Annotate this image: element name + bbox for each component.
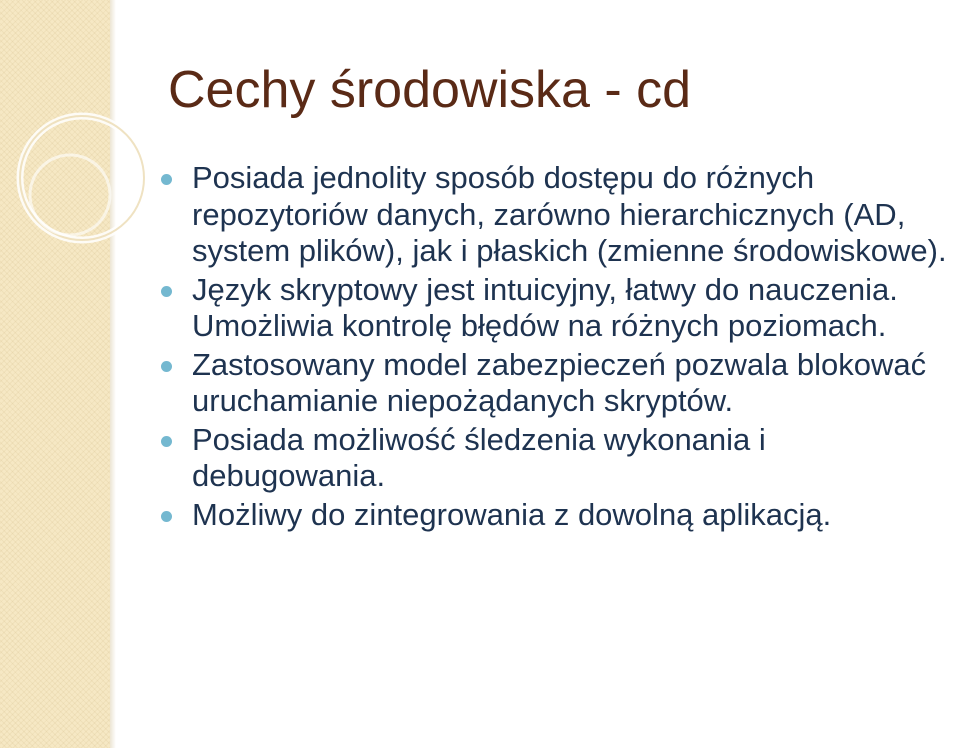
bullet-dot-icon (161, 361, 172, 372)
bullet-item-1 (192, 160, 952, 270)
bullet-text: Możliwy do zintegrowania z dowolną aplikacją. (192, 496, 832, 532)
bullet-item-4 (192, 422, 952, 495)
bullet-text: Zastosowany model zabezpieczeń pozwala blokować uruchamianie niepożądanych skryptów. (192, 346, 927, 418)
bullet-text: Język skryptowy jest intuicyjny, łatwy do nauczenia. Umożliwia kontrolę błędów na różnych poziomach. (192, 271, 898, 343)
bullet-item-5 (192, 497, 952, 534)
bullet-item-2 (192, 272, 952, 345)
bullet-list (192, 160, 952, 535)
bullet-item-3 (192, 347, 952, 420)
bullet-text: Posiada możliwość śledzenia wykonania i debugowania. (192, 421, 766, 493)
bullet-dot-icon (161, 286, 172, 297)
bullet-dot-icon (161, 174, 172, 185)
bullet-text: Posiada jednolity sposób dostępu do różnych repozytoriów danych, zarówno hierarchicznych (AD, system plików), jak i płaskich (zmienne środowiskowe). (192, 160, 947, 268)
decorative-circles (0, 60, 140, 320)
bullet-dot-icon (161, 436, 172, 447)
bullet-dot-icon (161, 511, 172, 522)
slide-title: Cechy środowiska - cd (168, 61, 692, 119)
